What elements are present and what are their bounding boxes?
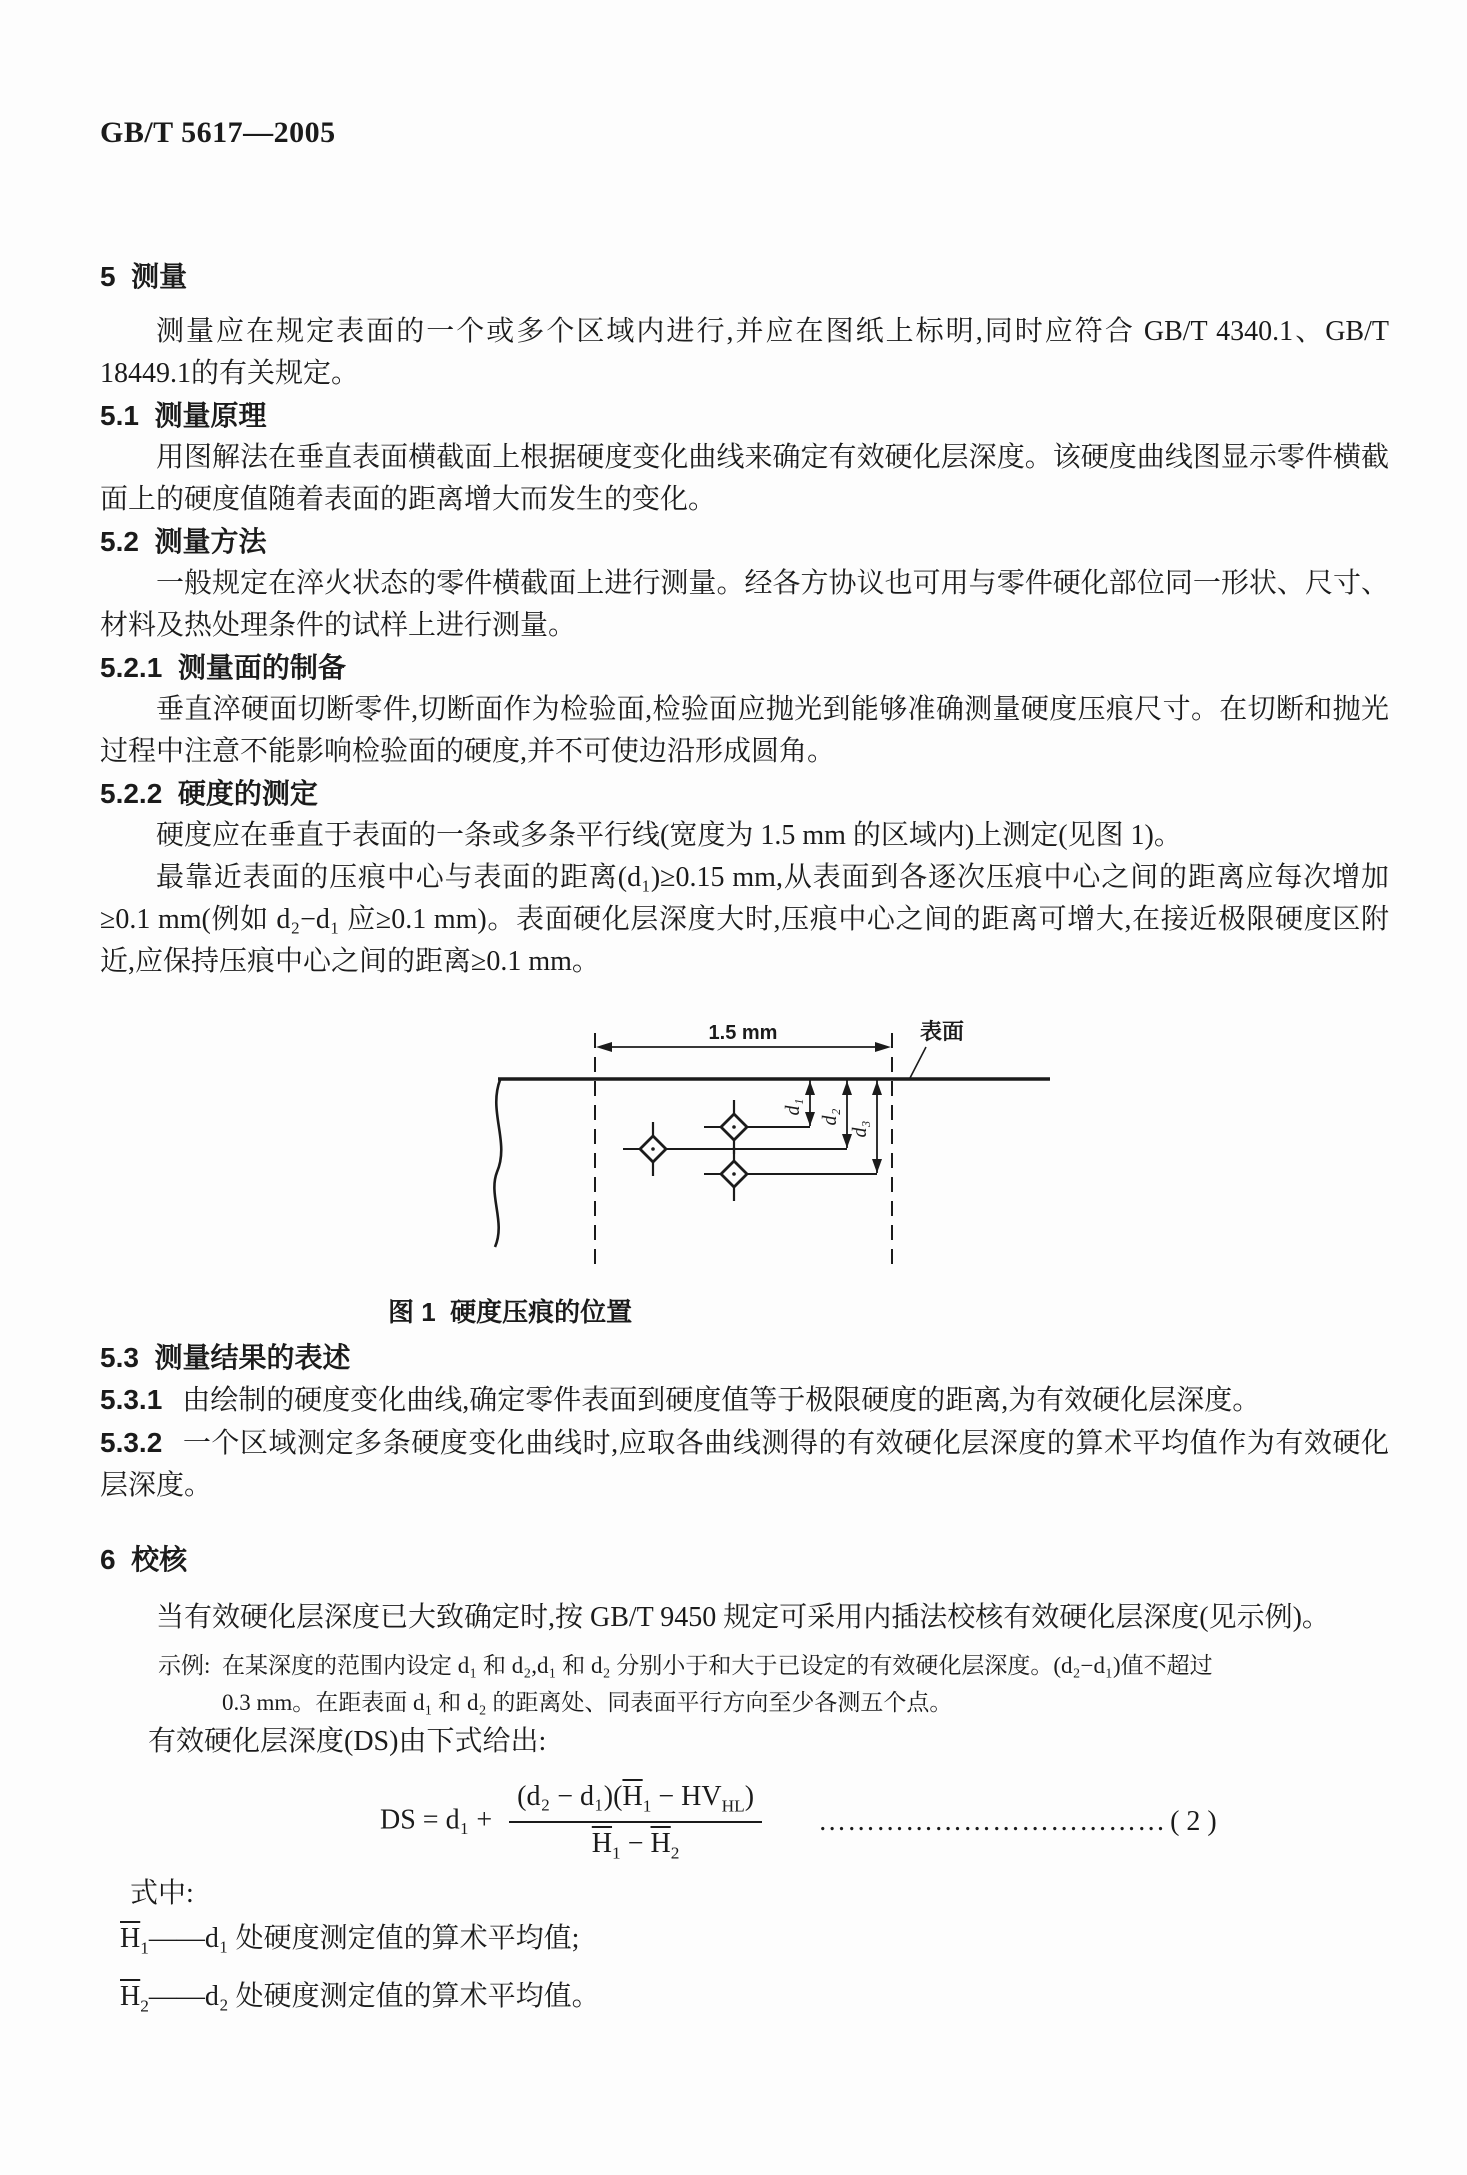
equals-sign: = <box>415 1804 446 1836</box>
figure1 <box>470 1017 1389 1279</box>
heading-5-1: 5.1 测量原理 <box>100 400 267 431</box>
figure1-caption: 图 1 硬度压痕的位置 <box>388 1297 633 1327</box>
depth-dim-d3 <box>849 1080 882 1173</box>
where-label: 式中: <box>130 1878 194 1910</box>
arrow-right-icon <box>875 1042 891 1052</box>
fraction <box>509 1779 762 1865</box>
clause-text: 一个区域测定多条硬度变化曲线时,应取各曲线测得的有效硬化层深度的算术平均值作为有效硬化层深度。 <box>100 1428 1389 1501</box>
heading-5-2-2: 5.2.2 硬度的测定 <box>100 778 318 809</box>
doc-number: GB/T 5617—2005 <box>100 116 336 149</box>
para-5-2-1: 垂直淬硬面切断零件,切断面作为检验面,检验面应抛光到能够准确测量硬度压痕尺寸。在切断和抛光过程中注意不能影响检验面的硬度,并不可使边沿形成圆角。 <box>100 694 1389 767</box>
para-5-3-1 <box>100 1379 1389 1422</box>
example-note <box>100 1647 1389 1721</box>
surface-leader-line <box>910 1047 926 1078</box>
para-5-2-2-b: 最靠近表面的压痕中心与表面的距离(d₁)≥0.15 mm,从表面到各逐次压痕中心之间的距离应每次增加≥0.1 mm(例如 d₂−d₁ 应≥0.1 mm)。表面硬化层深度大时,压痕中心之间的距离可增大,在接近极限硬度区附近,应保持压痕中心之间的距离≥0.1 mm。 <box>100 862 1389 977</box>
para-5-3-2 <box>100 1422 1389 1507</box>
depth-dim-d2 <box>819 1080 852 1148</box>
para-6-intro: 当有效硬化层深度已大致确定时,按 GB/T 9450 规定可采用内插法校核有效硬化层深度(见示例)。 <box>156 1602 1330 1633</box>
heading-6: 6 校核 <box>100 1544 188 1575</box>
formula-lhs: DS <box>380 1804 416 1836</box>
where-h1: $\overline{H}_1——d_1$ 处硬度测定值的算术平均值; <box>120 1923 580 1958</box>
plus-sign: + <box>469 1804 500 1836</box>
where-h1-def: ——d₁ 处硬度测定值的算术平均值; <box>148 1923 580 1955</box>
width-dim-label: 1.5 mm <box>708 1022 778 1044</box>
clause-text: 由绘制的硬度变化曲线,确定零件表面到硬度值等于极限硬度的距离,为有效硬化层深度。 <box>182 1385 1261 1416</box>
example-line-1: 在某深度的范围内设定 d₁ 和 d₂,d₁ 和 d₂ 分别小于和大于已设定的有效硬化层深度。(d₂−d₁)值不超过 <box>222 1653 1213 1678</box>
where-h2-def: ——d₂ 处硬度测定值的算术平均值。 <box>148 1980 600 2012</box>
heading-5-2-1: 5.2.1 测量面的制备 <box>100 652 346 683</box>
example-line-2: 0.3 mm。在距表面 d₁ 和 d₂ 的距离处、同表面平行方向至少各测五个点。 <box>222 1690 953 1715</box>
clause-number: 5.3.2 <box>100 1427 163 1458</box>
arrow-left-icon <box>596 1042 612 1052</box>
clause-number: 5.3.1 <box>100 1384 163 1415</box>
equation-number: ( 2 ) <box>1170 1805 1217 1837</box>
fraction-denominator: $\overline{H}_1 - \overline{H}_2$ <box>591 1828 680 1863</box>
heading-5-3: 5.3 测量结果的表述 <box>100 1342 351 1373</box>
para-5-2-2-a: 硬度应在垂直于表面的一条或多条平行线(宽度为 1.5 mm 的区域内)上测定(见图 1)。 <box>156 820 1182 851</box>
surface-label: 表面 <box>920 1019 965 1044</box>
depth-label-d1: d₁ <box>782 1098 804 1116</box>
where-h2: $\overline{H}_2——d_2$ 处硬度测定值的算术平均值。 <box>120 1980 600 2016</box>
fraction-numerator: $(d_2 - d_1)(\overline{H}_1 - HV_{HL})$ <box>509 1779 762 1823</box>
para-5-intro: 测量应在规定表面的一个或多个区域内进行,并应在图纸上标明,同时应符合 GB/T 4340.1、GB/T 18449.1的有关规定。 <box>100 316 1389 389</box>
heading-5-2: 5.2 测量方法 <box>100 526 267 557</box>
depth-label-d2: d₂ <box>819 1108 841 1126</box>
example-label: 示例: <box>158 1653 211 1678</box>
formula-d1: d₁ <box>445 1804 470 1836</box>
equation-dots: ……………………………… <box>818 1805 1167 1837</box>
figure1-diagram <box>470 1017 1070 1279</box>
indent-mark-d3 <box>704 1147 877 1201</box>
para-5-2: 一般规定在淬火状态的零件横截面上进行测量。经各方协议也可用与零件硬化部位同一形状、尺寸、材料及热处理条件的试样上进行测量。 <box>100 568 1389 641</box>
formula-intro: 有效硬化层深度(DS)由下式给出: <box>148 1726 547 1757</box>
depth-label-d3: d₃ <box>849 1120 871 1138</box>
para-5-1: 用图解法在垂直表面横截面上根据硬度变化曲线来确定有效硬化层深度。该硬度曲线图显示零件横截面上的硬度值随着表面的距离增大而发生的变化。 <box>100 442 1389 515</box>
heading-5: 5 测量 <box>100 261 188 292</box>
equation-2 <box>380 1779 1389 1865</box>
depth-dim-d1 <box>782 1080 815 1126</box>
formula <box>380 1779 772 1865</box>
break-line <box>494 1080 501 1247</box>
